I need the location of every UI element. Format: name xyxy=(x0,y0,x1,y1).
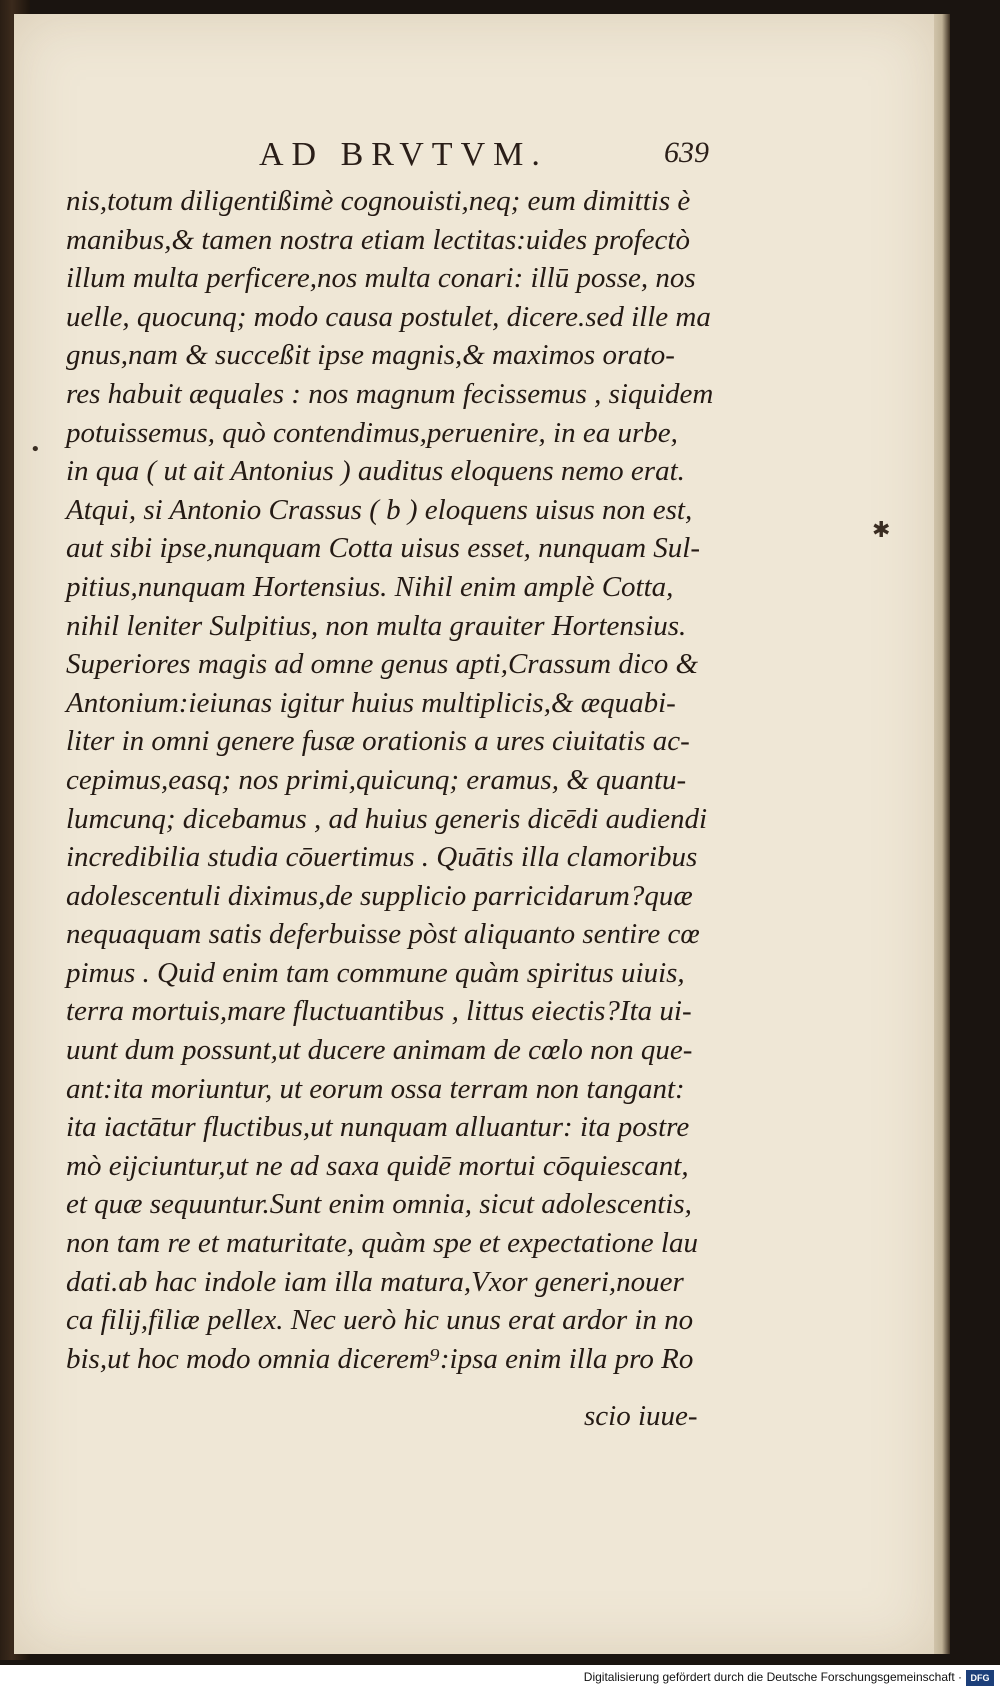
text-line: liter in omni genere fusæ orationis a ures ciuitatis ac- xyxy=(66,725,690,758)
text-line: in qua ( ut ait Antonius ) auditus eloquens nemo erat. xyxy=(66,455,685,488)
text-line: terra mortuis,mare fluctuantibus , littus eiectis?Ita ui- xyxy=(66,995,692,1028)
text-line: non tam re et maturitate, quàm spe et expectatione lau xyxy=(66,1227,698,1260)
text-line: Antonium:ieiunas igitur huius multiplicis,& æquabi- xyxy=(66,686,676,719)
text-line: mò eijciuntur,ut ne ad saxa quidē mortui cōquiescant, xyxy=(66,1149,689,1182)
running-head xyxy=(14,136,934,176)
catchword: scio iuue- xyxy=(584,1400,698,1432)
text-line: incredibilia studia cōuertimus . Quātis illa clamoribus xyxy=(66,841,698,874)
text-line: Superiores magis ad omne genus apti,Crassum dico & xyxy=(66,648,699,681)
text-line: aut sibi ipse,nunquam Cotta uisus esset, nunquam Sul- xyxy=(66,532,700,565)
text-line: Atqui, si Antonio Crassus ( b ) eloquens uisus non est, xyxy=(66,493,693,526)
text-line: bis,ut hoc modo omnia dicerem⁹:ipsa enim illa pro Ro xyxy=(66,1342,694,1375)
dfg-logo: DFG xyxy=(966,1670,994,1686)
text-line: pimus . Quid enim tam commune quàm spiritus uiuis, xyxy=(66,956,685,989)
margin-mark-icon: • xyxy=(30,439,41,460)
text-line: illum multa perficere,nos multa conari: illū posse, nos xyxy=(66,262,696,295)
footer-bar xyxy=(0,1665,1000,1693)
text-line: pitius,nunquam Hortensius. Nihil enim amplè Cotta, xyxy=(66,570,674,603)
text-line: ita iactātur fluctibus,ut nunquam alluantur: ita postre xyxy=(66,1111,690,1144)
text-line: ca filij,filiæ pellex. Nec uerò hic unus erat ardor in no xyxy=(66,1304,694,1337)
funding-note: Digitalisierung gefördert durch die Deutsche Forschungsgemeinschaft · xyxy=(583,1670,962,1684)
text-line: nihil leniter Sulpitius, non multa grauiter Hortensius. xyxy=(66,609,687,642)
text-line: nis,totum diligentißimè cognouisti,neq; eum dimittis è xyxy=(66,185,691,217)
page-number: 639 xyxy=(664,136,709,169)
text-line: cepimus,easq; nos primi,quicunq; eramus, & quantu- xyxy=(66,763,687,796)
text-line: lumcunq; dicebamus , ad huius generis dicēdi audiendi xyxy=(66,802,708,835)
text-line: dati.ab hac indole iam illa matura,Vxor generi,nouer xyxy=(66,1265,684,1298)
text-line: ant:ita moriuntur, ut eorum ossa terram non tangant: xyxy=(66,1072,685,1105)
text-line: uunt dum possunt,ut ducere animam de cœlo non que- xyxy=(66,1034,693,1067)
text-line: adolescentuli diximus,de supplicio parricidarum?quæ xyxy=(66,879,693,912)
text-line: et quæ sequuntur.Sunt enim omnia, sicut adolescentis, xyxy=(66,1188,692,1221)
text-line: uelle, quocunq; modo causa postulet, dicere.sed ille ma xyxy=(66,300,711,333)
margin-mark-icon: ✱ xyxy=(872,518,891,543)
text-line: gnus,nam & succeßit ipse magnis,& maximos orato- xyxy=(66,339,675,372)
running-title: AD BRVTVM. xyxy=(259,136,548,173)
text-line: res habuit æquales : nos magnum fecissemus , siquidem xyxy=(66,377,714,410)
text-block xyxy=(66,182,746,1378)
text-line: nequaquam satis deferbuisse pòst aliquanto sentire cœ xyxy=(66,918,700,951)
book-page xyxy=(14,14,934,1654)
text-line: potuissemus, quò contendimus,peruenire, in ea urbe, xyxy=(66,416,678,449)
text-line: manibus,& tamen nostra etiam lectitas:uides profectò xyxy=(66,223,690,256)
